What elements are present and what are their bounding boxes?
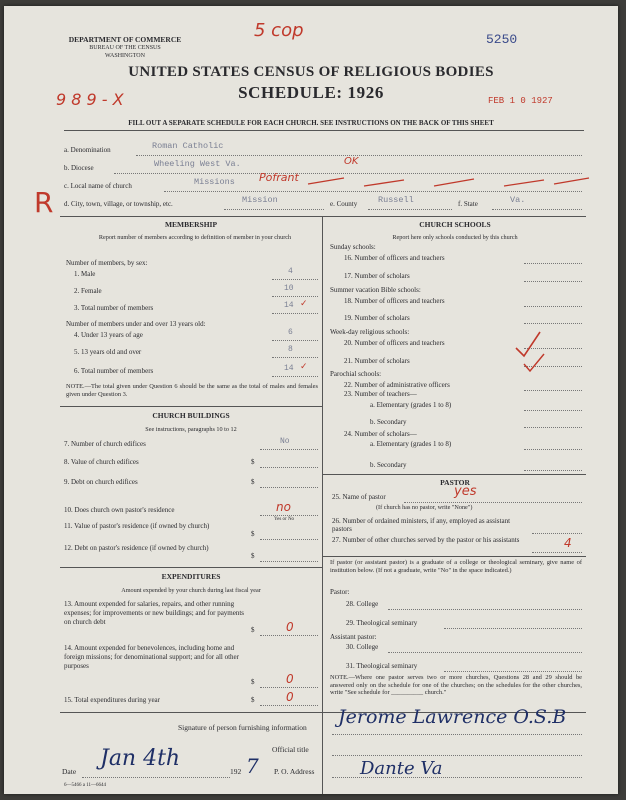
q1-label: 1. Male <box>74 270 96 278</box>
q4-line <box>272 340 318 341</box>
q13-dollar: $ <box>251 626 255 634</box>
city-value: Mission <box>242 195 278 205</box>
q22-label: 22. Number of administrative officers <box>344 381 450 389</box>
q18-label: 18. Number of officers and teachers <box>344 297 445 305</box>
q23a-line <box>524 410 582 411</box>
q5-value: 8 <box>288 345 293 354</box>
q14-value: 0 <box>286 672 294 686</box>
q21-label: 21. Number of scholars <box>344 357 410 365</box>
q9-dollar: $ <box>251 478 255 486</box>
q8-label: 8. Value of church edifices <box>64 458 139 466</box>
q15-value: 0 <box>286 690 294 704</box>
q6-check-icon: ✓ <box>300 362 308 372</box>
q3-check-icon: ✓ <box>300 299 308 309</box>
pastor-heading: PASTOR <box>440 478 470 487</box>
city-name: WASHINGTON <box>105 53 145 59</box>
q14-line <box>260 687 318 688</box>
q19-label: 19. Number of scholars <box>344 314 410 322</box>
q16-line <box>524 263 582 264</box>
q9-line <box>260 487 318 488</box>
state-label: f. State <box>458 200 478 208</box>
membership-note: NOTE.—The total given under Question 6 should be the same as the total of males and females given under Question 3. <box>66 383 318 398</box>
q24b-label: b. Secondary <box>370 461 407 469</box>
q6-value: 14 <box>284 364 294 373</box>
handwritten-file-number: 9 8 9 - X <box>56 90 124 109</box>
q4-value: 6 <box>288 328 293 337</box>
q8-line <box>260 467 318 468</box>
q13-label: 13. Amount expended for salaries, repairs, and other running expenses; for improvements or new buildings; and for payments on church debt <box>64 600 245 626</box>
handwritten-corner-mark: 5 cop <box>254 20 304 41</box>
buildings-rule <box>60 406 322 407</box>
pastor-sub-label: Pastor: <box>330 588 350 596</box>
q12-dollar: $ <box>251 552 255 560</box>
parochial-schools: Parochial schools: <box>330 370 382 378</box>
q10-value: no <box>276 500 291 514</box>
q29-line <box>444 628 582 629</box>
q27-line <box>532 552 582 553</box>
po-address-label: P. O. Address <box>274 767 315 776</box>
q3-line <box>272 313 318 314</box>
pastor-note: NOTE.—Where one pastor serves two or more churches, Questions 28 and 29 should be answered only on the schedule for one of the churches; on the schedules for the other churches, write "See schedule for __________ church." <box>330 674 582 696</box>
diocese-value: Wheeling West Va. <box>154 159 241 169</box>
q29-label: 29. Theological seminary <box>346 619 418 627</box>
q23b-line <box>524 427 582 428</box>
date-line <box>82 777 230 778</box>
q27-label: 27. Number of other churches served by the pastor or his assistants <box>332 536 520 544</box>
q24b-line <box>524 470 582 471</box>
signature-value: Jerome Lawrence O.S.B <box>338 706 567 728</box>
q11-line <box>260 539 318 540</box>
q6-line <box>272 376 318 377</box>
county-label: e. County <box>330 200 358 208</box>
q9-label: 9. Debt on church edifices <box>64 478 138 486</box>
q8-dollar: $ <box>251 458 255 466</box>
q1-line <box>272 279 318 280</box>
q30-line <box>388 652 582 653</box>
q11-dollar: $ <box>251 530 255 538</box>
year-value: 7 <box>246 754 259 778</box>
q2-value: 10 <box>284 284 294 293</box>
state-value: Va. <box>510 195 526 205</box>
official-title-line <box>332 755 582 756</box>
schools-intro: Report here only schools conducted by this church <box>392 234 518 241</box>
q31-line <box>444 671 582 672</box>
q7-line <box>260 449 318 450</box>
q12-line <box>260 561 318 562</box>
q11-label: 11. Value of pastor's residence (if owned by church) <box>64 522 210 530</box>
q23-label: 23. Number of teachers— <box>344 390 417 398</box>
denomination-label: a. Denomination <box>64 146 111 154</box>
assistant-sub-label: Assistant pastor: <box>330 633 377 641</box>
weekday-schools: Week-day religious schools: <box>330 328 410 336</box>
year-prefix: 192 <box>230 767 242 776</box>
q3-label: 3. Total number of members <box>74 304 154 312</box>
q4-label: 4. Under 13 years of age <box>74 331 143 339</box>
q2-line <box>272 296 318 297</box>
print-code: 6—5466 a 11—6644 <box>64 783 107 788</box>
date-value: Jan 4th <box>100 746 181 771</box>
q13-line <box>260 635 318 636</box>
diocese-check-note: OK <box>344 156 359 167</box>
instructions-line: FILL OUT A SEPARATE SCHEDULE FOR EACH CHURCH. SEE INSTRUCTIONS ON THE BACK OF THIS SHEET <box>128 119 494 127</box>
membership-by-sex: Number of members, by sex: <box>66 259 148 267</box>
q25-value: yes <box>454 484 477 499</box>
q30-label: 30. College <box>346 643 379 651</box>
department-header <box>60 36 190 60</box>
q15-line <box>260 705 318 706</box>
official-title-label: Official title <box>272 745 309 754</box>
date-label: Date <box>62 767 77 776</box>
q28-label: 28. College <box>346 600 379 608</box>
pastor-subrule <box>322 556 586 557</box>
dept-name: DEPARTMENT OF COMMERCE <box>68 35 182 44</box>
diocese-label: b. Diocese <box>64 164 94 172</box>
q25-label: 25. Name of pastor <box>332 493 386 501</box>
pastor-rule <box>322 474 586 475</box>
age-heading: Number of members under and over 13 years old: <box>66 320 206 328</box>
section-top-rule <box>60 216 586 217</box>
center-divider <box>322 216 323 794</box>
q16-label: 16. Number of officers and teachers <box>344 254 445 262</box>
q12-label: 12. Debt on pastor's residence (if owned by church) <box>64 544 209 552</box>
buildings-intro: See instructions, paragraphs 10 to 12 <box>145 426 237 433</box>
expenditures-heading: EXPENDITURES <box>161 572 221 581</box>
q7-label: 7. Number of church edifices <box>64 440 146 448</box>
q13-value: 0 <box>286 620 294 634</box>
county-value: Russell <box>378 195 414 205</box>
membership-intro: Report number of members according to definition of member in your church <box>98 234 292 241</box>
q5-label: 5. 13 years old and over <box>74 348 142 356</box>
q3-value: 14 <box>284 301 294 310</box>
summer-schools: Summer vacation Bible schools: <box>330 286 421 294</box>
q24a-line <box>524 449 582 450</box>
q7-value: No <box>280 437 290 446</box>
county-line <box>368 209 452 210</box>
denomination-line <box>136 155 582 156</box>
q15-dollar: $ <box>251 696 255 704</box>
local-name-value: Missions <box>194 177 235 187</box>
sunday-schools: Sunday schools: <box>330 243 376 251</box>
city-label: d. City, town, village, or township, etc. <box>64 200 173 208</box>
q5-line <box>272 357 318 358</box>
q24a-label: a. Elementary (grades 1 to 8) <box>370 440 452 448</box>
q14-dollar: $ <box>251 678 255 686</box>
q14-label: 14. Amount expended for benevolences, including home and foreign missions; for denominational support; and for all other purposes <box>64 644 239 670</box>
q10-hint: Yes or No <box>274 517 295 522</box>
local-name-label: c. Local name of church <box>64 182 132 190</box>
q10-label: 10. Does church own pastor's residence <box>64 506 175 514</box>
q26-line <box>532 533 582 534</box>
form-number: 5250 <box>486 32 518 47</box>
q6-label: 6. Total number of members <box>74 367 154 375</box>
expenditures-intro: Amount expended by your church during last fiscal year <box>121 587 261 594</box>
q23a-label: a. Elementary (grades 1 to 8) <box>370 401 452 409</box>
buildings-heading: CHURCH BUILDINGS <box>152 411 230 420</box>
q24-label: 24. Number of scholars— <box>344 430 417 438</box>
census-schedule-sheet <box>4 6 618 794</box>
q25-line <box>404 502 582 503</box>
local-name-line <box>164 191 582 192</box>
strike-marks <box>304 174 594 190</box>
margin-mark: R <box>34 186 54 219</box>
local-name-handwritten: Pofrant <box>259 171 299 184</box>
schools-check-marks <box>494 324 574 374</box>
expenditures-rule <box>60 567 322 568</box>
q18-line <box>524 306 582 307</box>
schedule-title: SCHEDULE: 1926 <box>238 83 384 102</box>
po-address-value: Dante Va <box>360 758 443 779</box>
q27-value: 4 <box>564 536 572 550</box>
q23b-label: b. Secondary <box>370 418 407 426</box>
membership-heading: MEMBERSHIP <box>164 220 218 229</box>
signature-label: Signature of person furnishing information <box>178 723 307 732</box>
q1-value: 4 <box>288 267 293 276</box>
q17-line <box>524 281 582 282</box>
header-divider <box>64 130 584 131</box>
signature-line <box>332 734 582 735</box>
form-title: UNITED STATES CENSUS OF RELIGIOUS BODIES <box>128 64 494 80</box>
received-date-stamp: FEB 1 0 1927 <box>488 96 553 106</box>
graduate-note: If pastor (or assistant pastor) is a graduate of a college or theological seminary, give name of institution below. (If not a graduate, write "No" in the space indicated.) <box>330 559 582 574</box>
q25-hint: (If church has no pastor, write "None") <box>376 504 473 511</box>
schools-heading: CHURCH SCHOOLS <box>419 220 491 229</box>
q22-line <box>524 390 582 391</box>
q20-label: 20. Number of officers and teachers <box>344 339 445 347</box>
state-line <box>492 209 582 210</box>
q28-line <box>388 609 582 610</box>
q15-label: 15. Total expenditures during year <box>64 696 160 704</box>
q26-label: 26. Number of ordained ministers, if any, employed as assistant pastors <box>332 517 511 533</box>
bureau-name: BUREAU OF THE CENSUS <box>89 45 161 51</box>
q31-label: 31. Theological seminary <box>346 662 418 670</box>
denomination-value: Roman Catholic <box>152 141 224 151</box>
q17-label: 17. Number of scholars <box>344 272 410 280</box>
q2-label: 2. Female <box>74 287 102 295</box>
city-line <box>224 209 324 210</box>
